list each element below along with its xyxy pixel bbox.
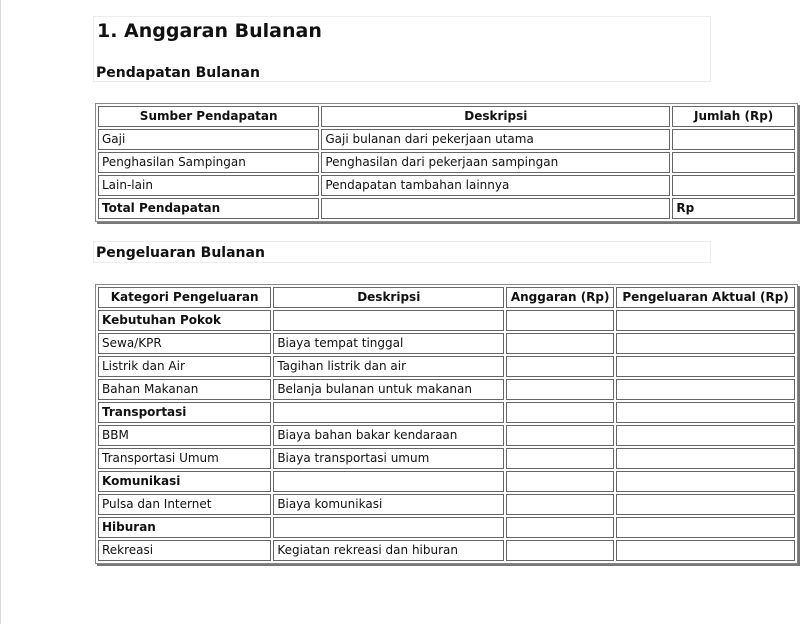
expense-budget-cell[interactable]	[506, 333, 614, 354]
heading-block	[93, 16, 711, 82]
page-left-border	[0, 0, 1, 624]
table-row	[98, 152, 795, 173]
expense-description-cell[interactable]: Biaya tempat tinggal	[273, 333, 504, 354]
income-section-title: Pendapatan Bulanan	[96, 65, 260, 81]
expense-actual-cell[interactable]	[616, 379, 795, 400]
expense-actual-cell[interactable]	[616, 540, 795, 561]
expense-category-cell[interactable]: Sewa/KPR	[98, 333, 271, 354]
expense-actual-cell[interactable]	[616, 517, 795, 538]
expense-budget-cell[interactable]	[506, 425, 614, 446]
table-row	[98, 356, 795, 377]
expense-category-cell[interactable]: BBM	[98, 425, 271, 446]
expense-budget-cell[interactable]	[506, 471, 614, 492]
expense-actual-cell[interactable]	[616, 310, 795, 331]
expense-budget-cell[interactable]	[506, 379, 614, 400]
expense-category-cell[interactable]: Listrik dan Air	[98, 356, 271, 377]
income-description-cell[interactable]: Gaji bulanan dari pekerjaan utama	[321, 129, 670, 150]
income-amount-cell[interactable]	[672, 129, 795, 150]
expense-description-cell[interactable]: Kegiatan rekreasi dan hiburan	[273, 540, 504, 561]
income-table	[95, 103, 798, 222]
expense-actual-cell[interactable]	[616, 494, 795, 515]
expense-group-label[interactable]: Transportasi	[98, 402, 271, 423]
income-total-amount[interactable]: Rp	[672, 198, 795, 219]
page-title: 1. Anggaran Bulanan	[97, 20, 322, 42]
table-row	[98, 129, 795, 150]
table-row	[98, 379, 795, 400]
expense-category-cell[interactable]: Bahan Makanan	[98, 379, 271, 400]
expense-group-label[interactable]: Kebutuhan Pokok	[98, 310, 271, 331]
expense-description-cell[interactable]: Tagihan listrik dan air	[273, 356, 504, 377]
table-row	[98, 448, 795, 469]
expense-col-actual: Pengeluaran Aktual (Rp)	[616, 287, 795, 308]
expense-actual-cell[interactable]	[616, 356, 795, 377]
expense-budget-cell[interactable]	[506, 494, 614, 515]
expense-description-cell[interactable]	[273, 517, 504, 538]
table-row	[98, 494, 795, 515]
income-source-cell[interactable]: Gaji	[98, 129, 319, 150]
expense-description-cell[interactable]	[273, 471, 504, 492]
expense-actual-cell[interactable]	[616, 448, 795, 469]
expense-col-category: Kategori Pengeluaran	[98, 287, 271, 308]
expense-category-cell[interactable]: Pulsa dan Internet	[98, 494, 271, 515]
income-description-cell[interactable]: Penghasilan dari pekerjaan sampingan	[321, 152, 670, 173]
expense-group-row	[98, 310, 795, 331]
expense-col-description: Deskripsi	[273, 287, 504, 308]
income-col-source: Sumber Pendapatan	[98, 106, 319, 127]
table-row	[98, 175, 795, 196]
expense-col-budget: Anggaran (Rp)	[506, 287, 614, 308]
expense-group-label[interactable]: Komunikasi	[98, 471, 271, 492]
expense-section-title: Pengeluaran Bulanan	[96, 245, 265, 261]
expense-table	[95, 284, 798, 564]
expense-actual-cell[interactable]	[616, 471, 795, 492]
income-amount-cell[interactable]	[672, 152, 795, 173]
expense-group-row	[98, 471, 795, 492]
expense-description-cell[interactable]: Biaya transportasi umum	[273, 448, 504, 469]
expense-actual-cell[interactable]	[616, 402, 795, 423]
expense-heading-block	[93, 241, 711, 263]
expense-category-cell[interactable]: Rekreasi	[98, 540, 271, 561]
expense-description-cell[interactable]: Belanja bulanan untuk makanan	[273, 379, 504, 400]
expense-actual-cell[interactable]	[616, 333, 795, 354]
expense-description-cell[interactable]: Biaya komunikasi	[273, 494, 504, 515]
income-description-cell[interactable]: Pendapatan tambahan lainnya	[321, 175, 670, 196]
income-col-amount: Jumlah (Rp)	[672, 106, 795, 127]
expense-description-cell[interactable]	[273, 310, 504, 331]
table-row	[98, 540, 795, 561]
expense-budget-cell[interactable]	[506, 540, 614, 561]
expense-header-row	[98, 287, 795, 308]
expense-description-cell[interactable]: Biaya bahan bakar kendaraan	[273, 425, 504, 446]
income-total-description[interactable]	[321, 198, 670, 219]
table-row	[98, 333, 795, 354]
income-amount-cell[interactable]	[672, 175, 795, 196]
expense-budget-cell[interactable]	[506, 402, 614, 423]
expense-actual-cell[interactable]	[616, 425, 795, 446]
income-total-label[interactable]: Total Pendapatan	[98, 198, 319, 219]
expense-budget-cell[interactable]	[506, 448, 614, 469]
expense-budget-cell[interactable]	[506, 517, 614, 538]
income-header-row	[98, 106, 795, 127]
income-col-description: Deskripsi	[321, 106, 670, 127]
income-total-row	[98, 198, 795, 219]
expense-group-row	[98, 517, 795, 538]
expense-category-cell[interactable]: Transportasi Umum	[98, 448, 271, 469]
table-row	[98, 425, 795, 446]
expense-budget-cell[interactable]	[506, 310, 614, 331]
income-source-cell[interactable]: Penghasilan Sampingan	[98, 152, 319, 173]
income-source-cell[interactable]: Lain-lain	[98, 175, 319, 196]
expense-group-row	[98, 402, 795, 423]
expense-budget-cell[interactable]	[506, 356, 614, 377]
expense-group-label[interactable]: Hiburan	[98, 517, 271, 538]
expense-description-cell[interactable]	[273, 402, 504, 423]
